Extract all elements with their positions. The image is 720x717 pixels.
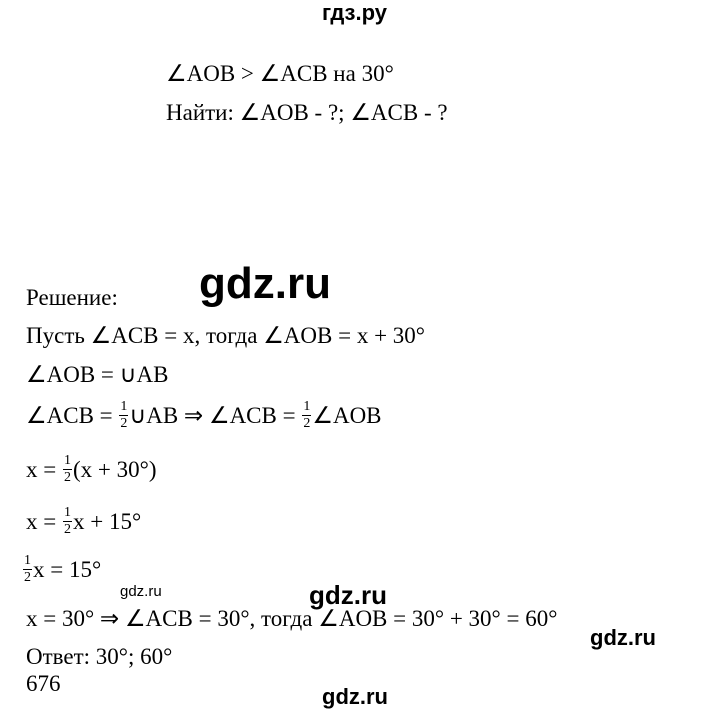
solution-line-2: ∠AOB = ∪AB xyxy=(26,362,169,387)
fraction-half xyxy=(302,400,311,431)
solution-line-5 xyxy=(26,505,142,539)
watermark-medium: gdz.ru xyxy=(309,580,387,610)
fraction-denominator: 2 xyxy=(63,522,71,537)
line4-part-a: x = xyxy=(26,456,62,482)
fraction-denominator: 2 xyxy=(303,416,311,431)
cut-off-text: 676 xyxy=(26,671,61,696)
solution-line-6 xyxy=(22,553,102,587)
solution-line-4 xyxy=(26,453,157,487)
find-line: Найти: ∠AOB - ?; ∠ACB - ? xyxy=(166,100,448,125)
fraction-denominator: 2 xyxy=(120,416,128,431)
line5-part-a: x = xyxy=(26,508,62,534)
fraction-numerator: 1 xyxy=(120,399,128,414)
solution-heading: Решение: xyxy=(26,285,118,310)
fraction-half xyxy=(63,454,72,485)
fraction-half xyxy=(63,506,72,537)
fraction-half xyxy=(119,400,128,431)
fraction-numerator: 1 xyxy=(24,553,31,568)
line3-part-c: ∠AOB xyxy=(312,402,382,428)
fraction-numerator: 1 xyxy=(303,399,311,414)
line3-part-a: ∠ACB = xyxy=(26,402,119,428)
given-line: ∠AOB > ∠ACB на 30° xyxy=(166,61,394,86)
solution-line-7: x = 30° ⇒ ∠ACB = 30°, тогда ∠AOB = 30° + 30° = 60° xyxy=(26,606,558,631)
watermark-small: gdz.ru xyxy=(120,583,162,600)
solution-line-1: Пусть ∠ACB = x, тогда ∠AOB = x + 30° xyxy=(26,323,426,348)
cut-off-next-task xyxy=(26,671,61,696)
answer-line: Ответ: 30°; 60° xyxy=(26,644,173,669)
solution-line-3 xyxy=(26,399,382,433)
line5-part-b: x + 15° xyxy=(72,508,142,534)
fraction-numerator: 1 xyxy=(63,505,71,520)
line3-part-b: ∪AB ⇒ ∠ACB = xyxy=(129,402,302,428)
watermark-bottom: gdz.ru xyxy=(322,684,388,709)
fraction-denominator: 2 xyxy=(24,570,31,585)
fraction-numerator: 1 xyxy=(63,453,71,468)
watermark-right: gdz.ru xyxy=(590,625,656,650)
fraction-denominator: 2 xyxy=(63,470,71,485)
site-header: гдз.ру xyxy=(322,0,387,25)
line6-part-b: x = 15° xyxy=(33,556,102,582)
line4-part-b: (x + 30°) xyxy=(72,456,157,482)
watermark-large: gdz.ru xyxy=(199,259,331,308)
fraction-half xyxy=(23,554,32,585)
